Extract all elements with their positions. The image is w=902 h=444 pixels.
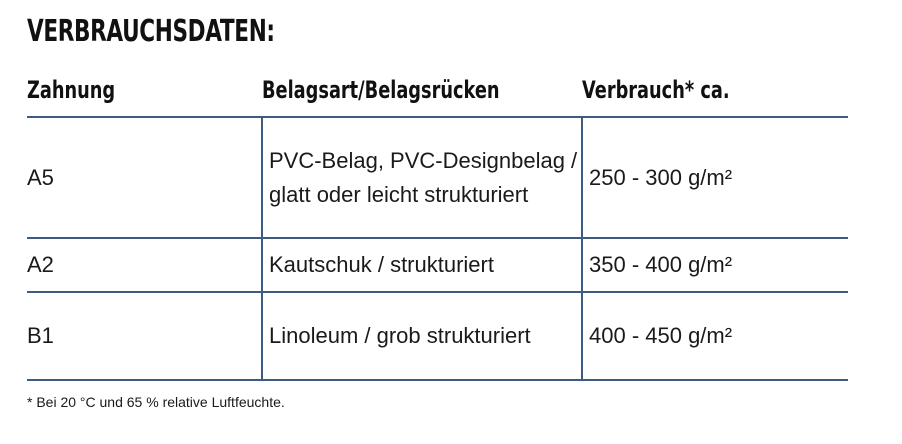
cell-zahnung: A5 xyxy=(27,117,262,238)
table-row xyxy=(27,292,848,380)
footnote: * Bei 20 °C und 65 % relative Luftfeuchte. xyxy=(27,394,285,410)
cell-belagsart: Linoleum / grob strukturiert xyxy=(262,292,582,380)
consumption-table xyxy=(27,72,848,381)
cell-belagsart: Kautschuk / strukturiert xyxy=(262,238,582,292)
cell-zahnung: A2 xyxy=(27,238,262,292)
table-row xyxy=(27,238,848,292)
consumption-table-container xyxy=(27,72,848,381)
page-title: VERBRAUCHSDATEN: xyxy=(27,14,275,49)
cell-verbrauch: 250 - 300 g/m² xyxy=(582,117,848,238)
column-header-belagsart: Belagsart/Belagsrücken xyxy=(262,72,582,117)
column-header-zahnung: Zahnung xyxy=(27,72,262,117)
table-header-row xyxy=(27,72,848,117)
column-header-verbrauch: Verbrauch* ca. xyxy=(582,72,848,117)
cell-verbrauch: 400 - 450 g/m² xyxy=(582,292,848,380)
table-row xyxy=(27,117,848,238)
cell-belagsart: PVC-Belag, PVC-Designbelag / glatt oder leicht strukturiert xyxy=(262,117,582,238)
cell-verbrauch: 350 - 400 g/m² xyxy=(582,238,848,292)
cell-zahnung: B1 xyxy=(27,292,262,380)
